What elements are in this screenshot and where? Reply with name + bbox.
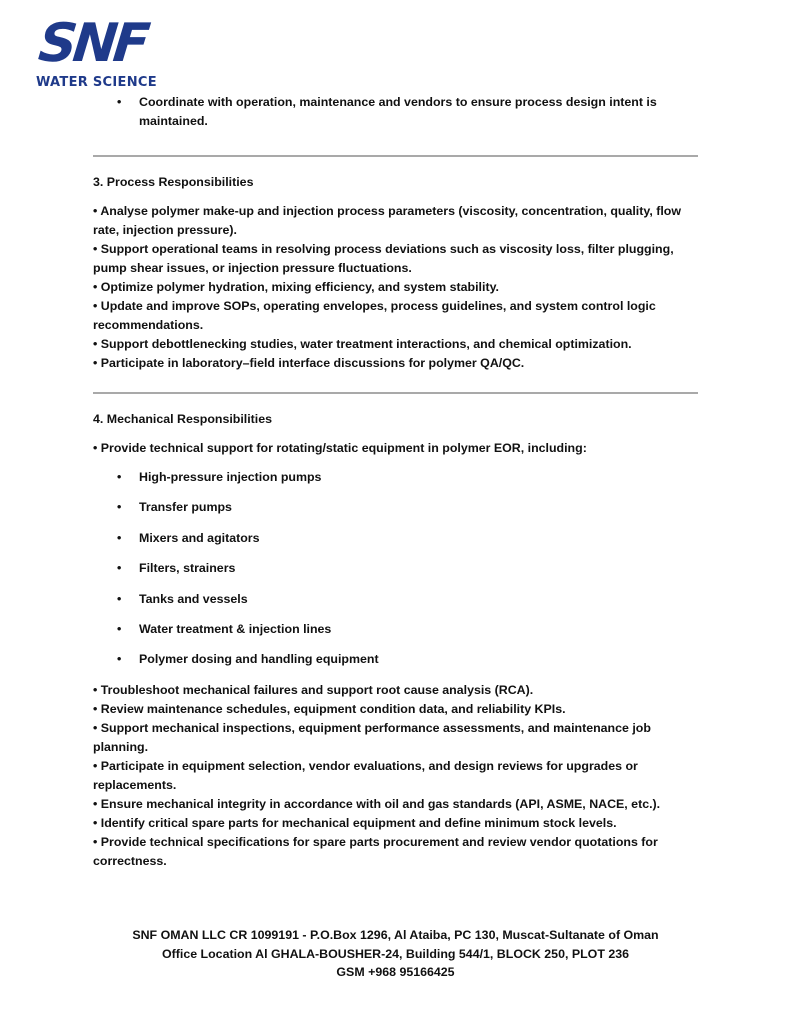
logo-tagline: WATER SCIENCE [36,75,157,90]
equipment-item-text: High-pressure injection pumps [139,470,322,484]
list-item: • Review maintenance schedules, equipment condition data, and reliability KPIs. [93,701,566,716]
list-item: • Ensure mechanical integrity in accordance with oil and gas standards (API, ASME, NACE, etc.). [93,796,661,811]
list-item: • Support debottlenecking studies, water treatment interactions, and chemical optimization. [93,337,632,351]
equipment-item [93,559,698,578]
footer-company-address: SNF OMAN LLC CR 1099191 - P.O.Box 1296, Al Ataiba, PC 130, Muscat-Sultanate of Oman [132,928,659,942]
equipment-item-text: Filters, strainers [139,561,236,576]
equipment-item-text: Transfer pumps [139,500,232,515]
list-item: • Support operational teams in resolving process deviations such as viscosity loss, filter plugging, pump shear issues, or injection pressure fluctuations. [93,242,674,275]
mechanical-responsibilities-section [93,410,698,871]
list-item: • Support mechanical inspections, equipment performance assessments, and maintenance job planning. [93,720,651,754]
bullet-icon: • [117,530,122,545]
list-item: • Provide technical specifications for spare parts procurement and review vendor quotations for correctness. [93,834,658,868]
equipment-item-text: Mixers and agitators [139,530,260,545]
bullet-icon: • [117,652,122,667]
bullet-icon: • [117,95,122,109]
bullet-icon: • [117,470,122,484]
equipment-list [93,468,698,669]
section-divider [93,392,698,394]
intro-bullet-list [93,93,698,131]
equipment-item [93,468,698,487]
list-item: • Optimize polymer hydration, mixing efficiency, and system stability. [93,280,499,294]
section-heading: 4. Mechanical Responsibilities [93,412,273,426]
bullet-icon: • [117,561,122,576]
page-footer [0,926,791,982]
bullet-icon: • [117,500,122,515]
list-item: • Analyse polymer make-up and injection process parameters (viscosity, concentration, quality, flow rate, injection pressure). [93,204,682,237]
equipment-item [93,590,698,609]
equipment-item [93,529,698,548]
bullet-icon: • [117,621,122,636]
section-divider [93,155,698,157]
equipment-item-text: Water treatment & injection lines [139,621,332,636]
bullet-icon: • [117,591,122,606]
list-item [93,93,698,131]
section-heading: 3. Process Responsibilities [93,175,254,189]
list-item-lead: • Provide technical support for rotating/static equipment in polymer EOR, including: [93,441,587,455]
equipment-item-text: Polymer dosing and handling equipment [139,652,379,667]
list-item: • Participate in laboratory–field interface discussions for polymer QA/QC. [93,356,525,370]
footer-office-location: Office Location Al GHALA-BOUSHER-24, Building 544/1, BLOCK 250, PLOT 236 [161,946,630,961]
list-item: • Troubleshoot mechanical failures and support root cause analysis (RCA). [93,682,534,697]
logo-wordmark: SNF [35,13,149,74]
list-item: • Participate in equipment selection, vendor evaluations, and design reviews for upgrades or replacements. [93,758,638,792]
company-logo [35,13,161,90]
equipment-item [93,620,698,639]
list-item: • Identify critical spare parts for mechanical equipment and define minimum stock levels. [93,815,617,830]
process-responsibilities-section [93,173,698,373]
list-item-text: Coordinate with operation, maintenance and vendors to ensure process design intent is maintained. [139,95,657,128]
list-item: • Update and improve SOPs, operating envelopes, process guidelines, and system control logic recommendations. [93,299,656,332]
equipment-item [93,498,698,517]
footer-phone: GSM +968 95166425 [336,965,455,979]
equipment-item-text: Tanks and vessels [139,591,248,606]
equipment-item [93,650,698,669]
